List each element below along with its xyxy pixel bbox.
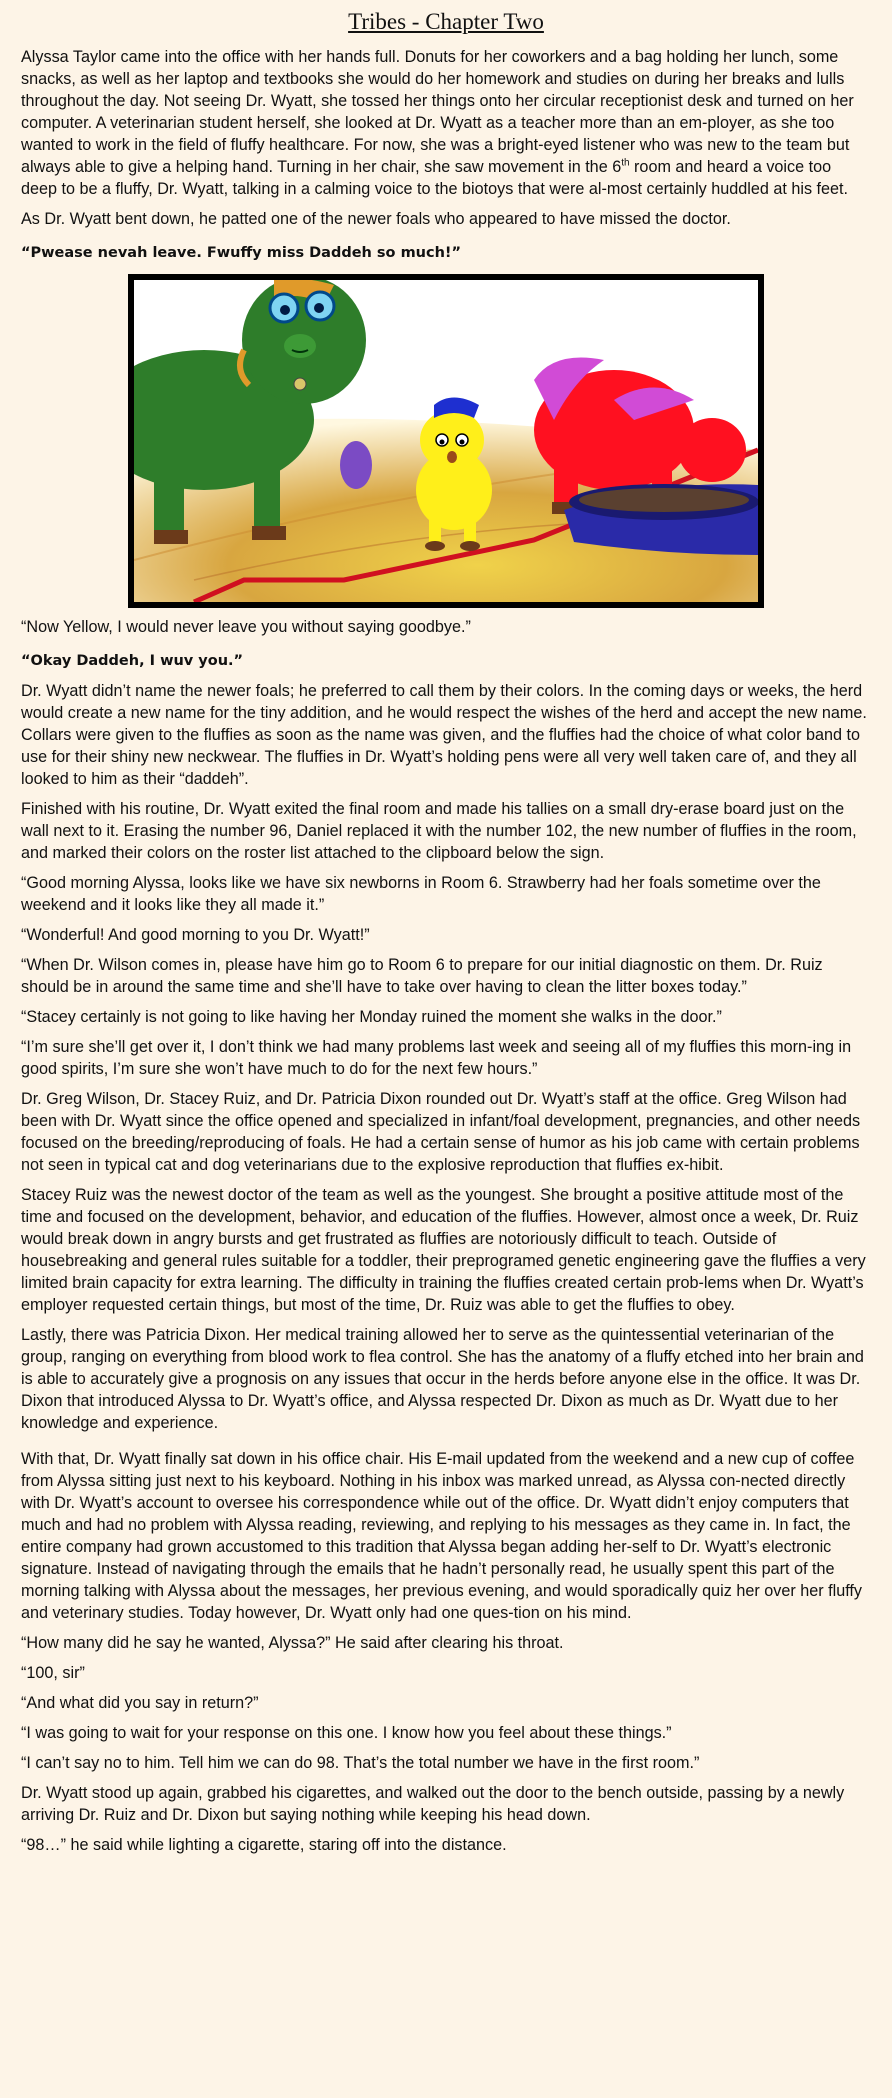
ordinal-suffix: th (621, 157, 630, 169)
fluffy-dialogue-2: “Okay Daddeh, I wuv you.” (21, 653, 244, 669)
paragraph-3: “Now Yellow, I would never leave you without saying goodbye.” (21, 618, 471, 636)
paragraph-9: “Stacey certainly is not going to like having her Monday ruined the moment she walks in the door.” (21, 1008, 722, 1026)
comic-illustration (134, 280, 758, 602)
fluffy-dialogue-1: “Pwease nevah leave. Fwuffy miss Daddeh so much!” (21, 245, 462, 261)
page-title: Tribes - Chapter Two (348, 9, 544, 34)
paragraph-18: “I was going to wait for your response on this one. I know how you feel about these things.” (21, 1724, 672, 1742)
paragraph-21: “98…” he said while lighting a cigarette, staring off into the distance. (21, 1836, 507, 1854)
paragraph-14: With that, Dr. Wyatt finally sat down in his office chair. His E-mail updated from the weekend and a new cup of coffee from Alyssa sitting just next to his keyboard. Nothing in his inbox was marked unread, as Alyssa con-nected directly with Dr. Wyatt’s account to oversee his correspondence while out of the office. Dr. Wyatt didn’t enjoy computers that much and had no problem with Alyssa reading, reviewing, and replying to his messages as they came in. In fact, the entire company had grown accustomed to this tradition that Alyssa began adding her-self to Dr. Wyatt’s electronic signature. Instead of navigating through the emails that he hadn’t personally read, he usually spent this part of the morning talking with Alyssa about the messages, her previous evening, and would sporadically quiz her over her fluffy and veterinary studies. Today however, Dr. Wyatt only had one ques-tion on his mind. (21, 1450, 863, 1622)
paragraph-8: “When Dr. Wilson comes in, please have him go to Room 6 to prepare for our initial diagnostic on them. Dr. Ruiz should be in around the same time and she’ll have to take over having to clean the litter boxes today.” (21, 956, 823, 996)
paragraph-19: “I can’t say no to him. Tell him we can do 98. That’s the total number we have in the first room.” (21, 1754, 700, 1772)
paragraph-1-end: room and heard a voice too deep to be a fluffy, Dr. Wyatt, talking in a calming voice to the biotoys that were al-most certainly huddled at his feet. (21, 158, 849, 198)
paragraph-11: Dr. Greg Wilson, Dr. Stacey Ruiz, and Dr. Patricia Dixon rounded out Dr. Wyatt’s staff at the office. Greg Wilson had been with Dr. Wyatt since the office opened and specialized in infant/foal development, pregnancies, and other needs focused on the breeding/reproducing of foals. He had a certain sense of humor as his job came with certain problems not seen in typical cat and dog veterinarians due to the explosive reproduction that fluffies ex-hibit. (21, 1090, 861, 1174)
paragraph-15: “How many did he say he wanted, Alyssa?” He said after clearing his throat. (21, 1634, 564, 1652)
paragraph-1-text: Alyssa Taylor came into the office with her hands full. Donuts for her coworkers and a bag holding her lunch, some snacks, as well as her laptop and textbooks she would do her homework and studies on during her breaks and lulls throughout the day. Not seeing Dr. Wyatt, she tossed her things onto her circular receptionist desk and turned on her computer. A veterinarian student herself, she looked at Dr. Wyatt as a teacher more than an em-ployer, as she too wanted to work in the field of fluffy healthcare. For now, she was a bright-eyed listener who was new to the team but always able to give a helping hand. Turning in her chair, she saw movement in the 6 (21, 48, 854, 176)
paragraph-1 (21, 46, 871, 200)
paragraph-16: “100, sir” (21, 1664, 85, 1682)
paragraph-10: “I’m sure she’ll get over it, I don’t think we had many problems last week and seeing all of my fluffies this morn-ing in good spirits, I’m sure she won’t have much to do for the next few hours.” (21, 1038, 852, 1078)
paragraph-12: Stacey Ruiz was the newest doctor of the team as well as the youngest. She brought a positive attitude most of the time and focused on the development, behavior, and education of the fluffies. However, almost once a week, Dr. Ruiz would break down in angry bursts and get frustrated as fluffies are notoriously difficult to teach. Outside of housebreaking and general rules suitable for a toddler, their preprogramed genetic engineering gave the fluffies a very limited brain capacity for extra learning. The difficulty in training the fluffies created certain prob-lems when Dr. Wyatt’s employer requested certain things, but most of the time, Dr. Ruiz was able to get the fluffies to obey. (21, 1186, 866, 1314)
paragraph-20: Dr. Wyatt stood up again, grabbed his cigarettes, and walked out the door to the bench outside, passing by a newly arriving Dr. Ruiz and Dr. Dixon but saying nothing while keeping his head down. (21, 1784, 845, 1824)
paragraph-2: As Dr. Wyatt bent down, he patted one of the newer foals who appeared to have missed the doctor. (21, 210, 731, 228)
paragraph-13: Lastly, there was Patricia Dixon. Her medical training allowed her to serve as the quintessential veterinarian of the group, ranging on everything from blood work to flea control. She has the anatomy of a fluffy etched into her brain and is able to accurately give a prognosis on any issues that occur in the herds before anyone else in the office. It was Dr. Dixon that introduced Alyssa to Dr. Wyatt’s office, and Alyssa respected Dr. Dixon as much as Dr. Wyatt due to her knowledge and experience. (21, 1326, 864, 1432)
paragraph-6: “Good morning Alyssa, looks like we have six newborns in Room 6. Strawberry had her foals sometime over the weekend and it looks like they all made it.” (21, 874, 821, 914)
food-bowl (564, 484, 758, 555)
paragraph-17: “And what did you say in return?” (21, 1694, 259, 1712)
paragraph-5: Finished with his routine, Dr. Wyatt exited the final room and made his tallies on a small dry-erase board just on the wall next to it. Erasing the number 96, Daniel replaced it with the number 102, the new number of fluffies in the room, and marked their colors on the roster list attached to the clipboard below the sign. (21, 800, 857, 862)
paragraph-7: “Wonderful! And good morning to you Dr. Wyatt!” (21, 926, 370, 944)
paragraph-4: Dr. Wyatt didn’t name the newer foals; he preferred to call them by their colors. In the coming days or weeks, the herd would create a new name for the tiny addition, and he would respect the wishes of the herd and accept the new name. Collars were given to the fluffies as soon as the name was given, and the fluffies had the choice of what color band to use for their shiny new neckwear. The fluffies in Dr. Wyatt’s holding pens were all very well taken care of, and they all looked to him as their “daddeh”. (21, 682, 867, 788)
comic-panel-image (128, 274, 764, 608)
